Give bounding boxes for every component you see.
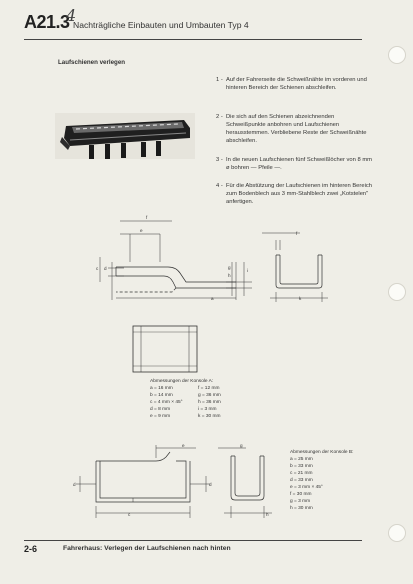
step-number: 1 - (216, 77, 223, 83)
footer-rule (24, 540, 362, 541)
section-code: A21.3 (24, 12, 70, 32)
bracket-b-side-view (76, 445, 210, 518)
dim-label-h-b: h (266, 512, 269, 517)
step-text: Die sich auf den Schienen abzeichnenden Schweißpunkte anbohren und Laufschienen herausstemmen. Verbliebene Reste der Schweißnähte abschleifen. (226, 114, 367, 144)
dim-value: f = 12 mm (198, 386, 220, 391)
dim-label-d-b2: d (209, 482, 212, 487)
bracket-a-end-view (262, 233, 328, 302)
dim-value: c = 21 mm (290, 471, 313, 476)
dim-value: g = 3 mm (290, 499, 311, 504)
dim-label-b: e (140, 228, 143, 233)
dim-label-c: c (96, 266, 99, 271)
dims-table-a (150, 378, 246, 420)
step-text: Für die Abstützung der Laufschienen im hinteren Bereich zum Bodenblech aus 3 mm-Stahlblech zwei „Kotstelen" anfertigen. (226, 183, 372, 205)
footer-title: Fahrerhaus: Verlegen der Laufschienen nach hinten (63, 545, 231, 552)
page-number: 2-6 (24, 544, 38, 554)
dim-value: h = 30 mm (290, 506, 313, 511)
dim-value: g = 36 mm (198, 393, 221, 398)
dim-value: d = 33 mm (290, 478, 313, 483)
dim-value: d = 8 mm (150, 407, 171, 412)
step-text: In die neuen Laufschienen fünf Schweißlöcher von 8 mm ø bohren — Pfeile —. (226, 157, 372, 171)
dim-value: e = 9 mm (150, 414, 171, 419)
dim-value: h = 36 mm (198, 400, 221, 405)
dim-value: c = 4 mm × 45° (150, 400, 183, 405)
dim-label-d-b: d (73, 482, 76, 487)
dim-value: b = 14 mm (150, 393, 173, 398)
dims-table-b (290, 449, 353, 512)
dim-value: a = 16 mm (150, 386, 173, 391)
dim-value: b = 33 mm (290, 464, 313, 469)
step-number: 3 - (216, 157, 223, 163)
section-title: Laufschienen verlegen (58, 59, 126, 66)
dim-value: e = 3 mm × 45° (290, 485, 323, 490)
dim-value: a = 25 mm (290, 457, 313, 462)
dims-a-heading: Abmessungen der Konsole A: (150, 379, 214, 384)
dim-label-f2: f (296, 231, 298, 236)
dim-value: f = 30 mm (290, 492, 312, 497)
dim-label-a: f (146, 215, 148, 220)
rail-photo (55, 113, 195, 159)
dim-value: k = 30 mm (198, 414, 221, 419)
bracket-a-side-view (100, 221, 252, 300)
dim-label-e-b: e (182, 443, 185, 448)
dims-b-heading: Abmessungen der Konsole B: (290, 450, 354, 455)
dim-label-c-b: c (128, 512, 131, 517)
dim-label-i: i (247, 268, 249, 273)
bracket-a-top-view (133, 326, 197, 372)
dim-label-a2: a (211, 296, 214, 301)
dim-label-k: k (299, 296, 302, 301)
section-code-suffix: 4 (66, 6, 77, 25)
dim-label-g-b: g (240, 443, 243, 448)
step-number: 2 - (216, 114, 223, 120)
dim-label-d: d (104, 266, 107, 271)
bracket-b-end-view (218, 448, 272, 518)
dim-label-h: h (228, 273, 231, 278)
dim-value: i = 3 mm (198, 407, 217, 412)
step-text: Auf der Fahrerseite die Schweißnähte im vorderen und hinteren Bereich der Schienen abschleifen. (226, 77, 367, 91)
dim-label-g: g (228, 265, 231, 270)
step-number: 4 - (216, 183, 223, 189)
page-title: Nachträgliche Einbauten und Umbauten Typ 4 (73, 20, 249, 30)
